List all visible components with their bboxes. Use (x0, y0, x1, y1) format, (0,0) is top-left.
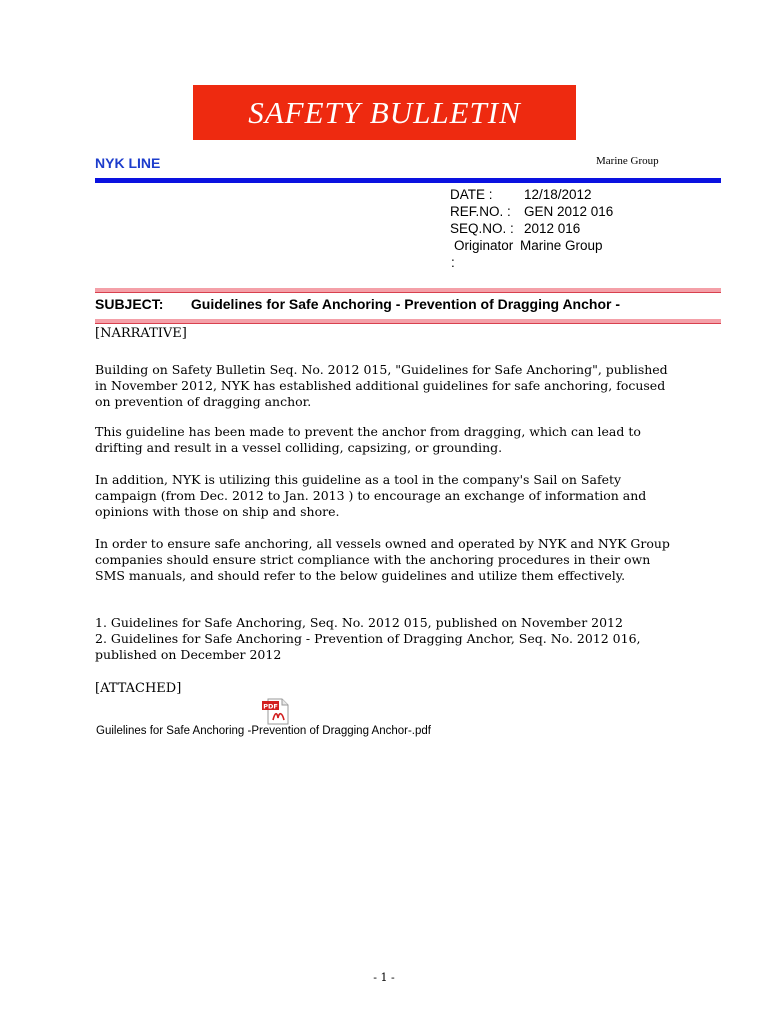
company-name: NYK LINE (95, 155, 161, 171)
meta-date-value: 12/18/2012 (524, 187, 592, 202)
meta-seq-value: 2012 016 (524, 221, 581, 236)
meta-ref-value: GEN 2012 016 (524, 204, 614, 219)
meta-seq-label: SEQ.NO. : (450, 221, 514, 236)
subject-top-line (95, 292, 721, 293)
attachment-filename[interactable]: Guilelines for Safe Anchoring -Prevention of Dragging Anchor-.pdf (96, 725, 431, 737)
narrative-paragraph-2 (95, 424, 670, 456)
narrative-heading: [NARRATIVE] (95, 326, 187, 341)
reference-1 (95, 615, 670, 631)
header-divider (95, 178, 721, 183)
meta-ref-label: REF.NO. : (450, 204, 511, 219)
subject-line (95, 296, 620, 312)
safety-bulletin-banner (193, 85, 576, 140)
meta-date-label: DATE : (450, 187, 493, 202)
meta-date (450, 186, 613, 203)
meta-originator-value: Marine Group (520, 238, 603, 253)
reference-2 (95, 631, 670, 663)
page-number: - 1 - (373, 971, 395, 984)
meta-originator (450, 237, 613, 254)
reference-1-text: 1. Guidelines for Safe Anchoring, Seq. No. 2012 015, published on November 2012 (95, 615, 623, 630)
department-name: Marine Group (596, 155, 659, 167)
meta-originator-colon-row (450, 254, 613, 271)
narrative-paragraph-3-text: In addition, NYK is utilizing this guideline as a tool in the company's Sail on Safety campaign (from Dec. 2012 to Jan. 2013 ) to encourage an exchange of information and opinions with those on ship and shore. (95, 472, 647, 520)
bulletin-meta (450, 186, 613, 271)
subject-bottom-line (95, 323, 721, 324)
narrative-paragraph-4-text: In order to ensure safe anchoring, all vessels owned and operated by NYK and NYK Group companies should ensure strict compliance with the anchoring procedures in their own SMS manuals, and should refer to the below guidelines and utilize them effectively. (95, 536, 670, 584)
narrative-paragraph-1 (95, 362, 670, 411)
pdf-icon-badge: PDF (263, 702, 278, 711)
narrative-paragraph-2-text: This guideline has been made to prevent the anchor from dragging, which can lead to drifting and result in a vessel colliding, capsizing, or grounding. (95, 424, 641, 456)
meta-originator-colon: : (451, 255, 455, 270)
reference-2-text: 2. Guidelines for Safe Anchoring - Prevention of Dragging Anchor, Seq. No. 2012 016, published on December 2012 (95, 631, 641, 663)
subject-text: Guidelines for Safe Anchoring - Prevention of Dragging Anchor - (190, 296, 620, 312)
narrative-paragraph-1-text: Building on Safety Bulletin Seq. No. 2012 015, "Guidelines for Safe Anchoring", published in November 2012, NYK has established additional guidelines for safe anchoring, focused on prevention of dragging anchor. (95, 362, 668, 410)
narrative-paragraph-4 (95, 536, 670, 585)
meta-ref (450, 203, 613, 220)
pdf-file-icon[interactable] (262, 697, 292, 725)
narrative-paragraph-3 (95, 472, 670, 521)
banner-title: SAFETY BULLETIN (248, 94, 521, 130)
subject-label: SUBJECT: (95, 296, 164, 312)
meta-originator-label: Originator (454, 238, 514, 253)
meta-seq (450, 220, 613, 237)
attached-heading: [ATTACHED] (95, 681, 182, 696)
